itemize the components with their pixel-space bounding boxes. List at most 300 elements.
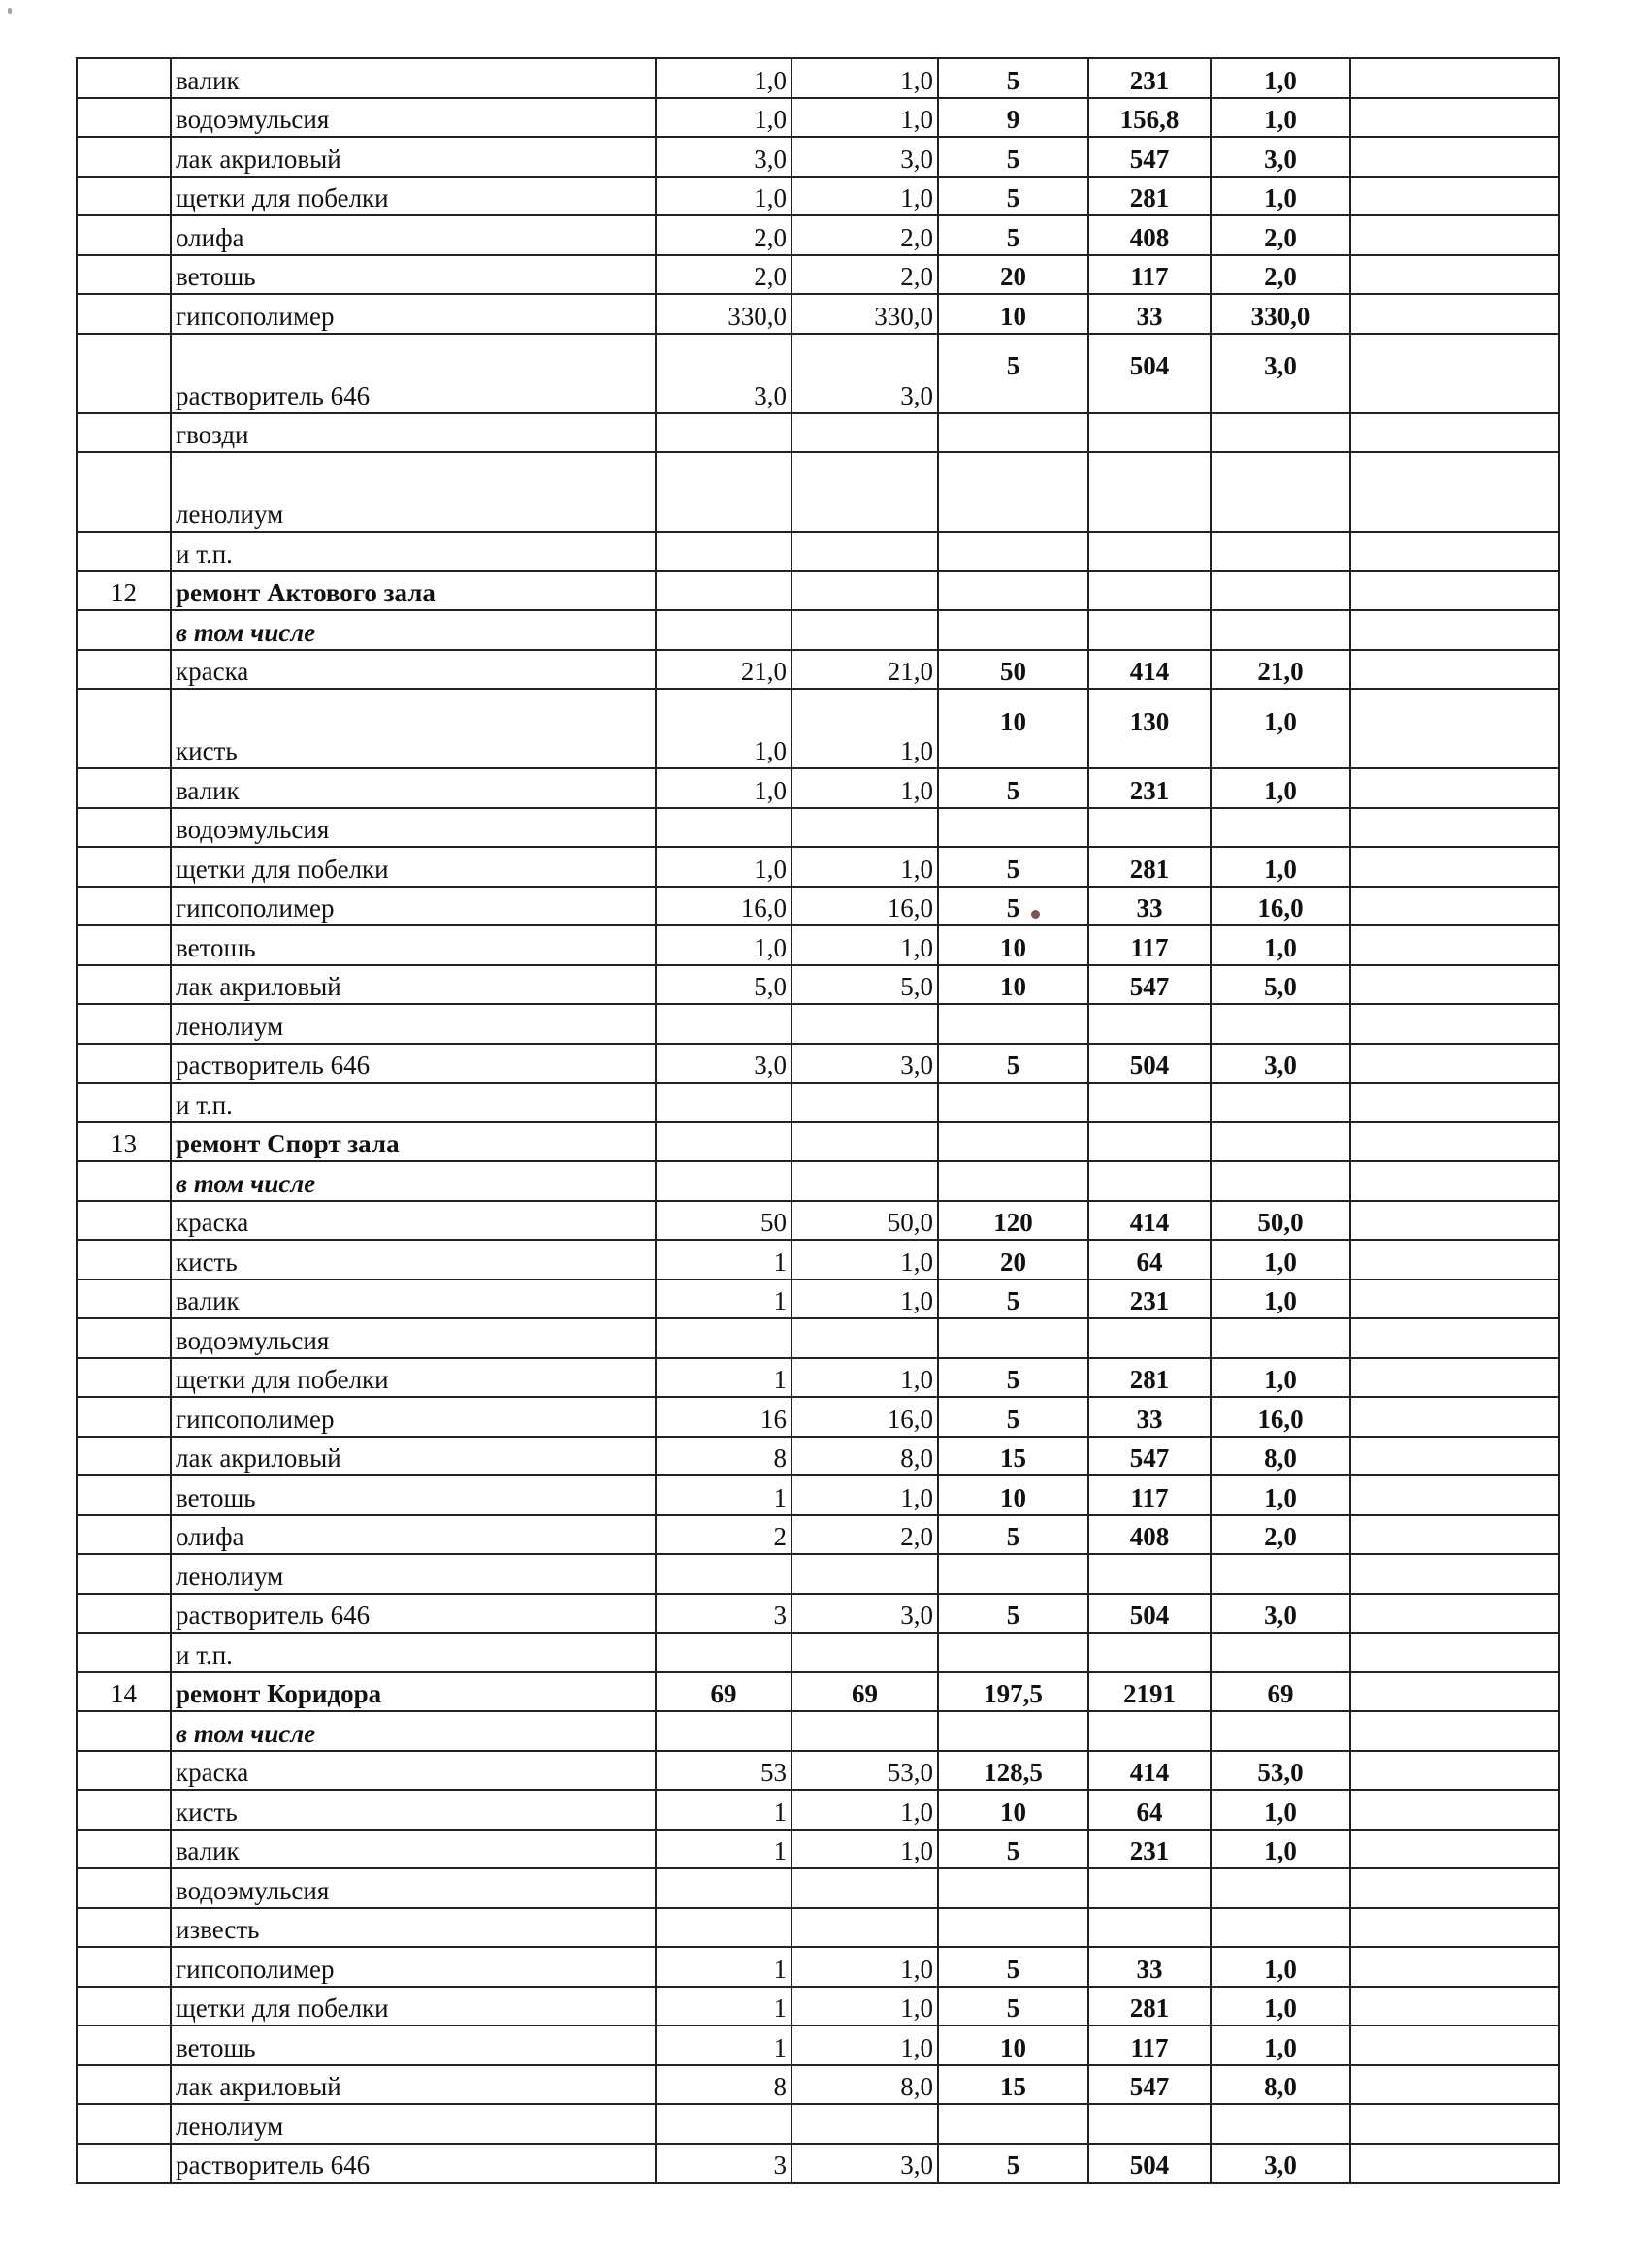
value-col-5: 1,0 xyxy=(1211,1280,1350,1319)
value-col-5: 21,0 xyxy=(1211,650,1350,690)
row-number xyxy=(77,887,171,926)
quantity-2 xyxy=(792,1711,938,1751)
row-number xyxy=(77,650,171,690)
item-name: валик xyxy=(171,768,656,808)
table-row xyxy=(77,689,1559,768)
quantity-2: 21,0 xyxy=(792,650,938,690)
item-name: водоэмульсия xyxy=(171,1868,656,1908)
item-name: растворитель 646 xyxy=(171,334,656,413)
subheader-row xyxy=(77,610,1559,650)
item-name: и т.п. xyxy=(171,1633,656,1672)
value-col-3 xyxy=(938,610,1088,650)
price-col-4: 281 xyxy=(1088,847,1211,887)
item-name: ветошь xyxy=(171,255,656,295)
price-col-4 xyxy=(1088,532,1211,571)
quantity-1: 1 xyxy=(656,1987,792,2026)
value-col-6 xyxy=(1350,650,1559,690)
quantity-2 xyxy=(792,1122,938,1162)
item-name: щетки для побелки xyxy=(171,177,656,216)
scan-speck xyxy=(8,8,12,14)
quantity-1 xyxy=(656,610,792,650)
value-col-3: 15 xyxy=(938,1437,1088,1476)
row-number xyxy=(77,1830,171,1869)
item-name: краска xyxy=(171,650,656,690)
quantity-2: 1,0 xyxy=(792,1947,938,1987)
table-row xyxy=(77,1830,1559,1869)
value-col-5: 3,0 xyxy=(1211,1044,1350,1084)
quantity-1: 3 xyxy=(656,2144,792,2184)
value-col-3: 10 xyxy=(938,1475,1088,1515)
quantity-1: 2,0 xyxy=(656,255,792,295)
quantity-2 xyxy=(792,452,938,532)
value-col-3: 20 xyxy=(938,1240,1088,1280)
value-col-3: 5 xyxy=(938,58,1088,98)
table-row xyxy=(77,532,1559,571)
row-number xyxy=(77,808,171,848)
table-row xyxy=(77,1318,1559,1358)
value-col-6 xyxy=(1350,1240,1559,1280)
quantity-1 xyxy=(656,452,792,532)
price-col-4: 281 xyxy=(1088,1358,1211,1398)
price-col-4: 408 xyxy=(1088,1515,1211,1555)
item-name: ленолиум xyxy=(171,2104,656,2144)
value-col-3 xyxy=(938,1122,1088,1162)
value-col-5: 53,0 xyxy=(1211,1751,1350,1791)
price-col-4: 504 xyxy=(1088,334,1211,413)
row-number xyxy=(77,1790,171,1830)
table-row xyxy=(77,1397,1559,1437)
item-name: валик xyxy=(171,1830,656,1869)
value-col-6 xyxy=(1350,1908,1559,1948)
value-col-6 xyxy=(1350,137,1559,177)
value-col-3: 5 xyxy=(938,1987,1088,2026)
row-number xyxy=(77,1397,171,1437)
value-col-3: 10 xyxy=(938,925,1088,965)
item-name: и т.п. xyxy=(171,1083,656,1122)
item-name: гипсополимер xyxy=(171,1397,656,1437)
quantity-2 xyxy=(792,1908,938,1948)
item-name: ветошь xyxy=(171,1475,656,1515)
quantity-2: 1,0 xyxy=(792,177,938,216)
row-number xyxy=(77,2104,171,2144)
price-col-4 xyxy=(1088,1318,1211,1358)
subheader-row xyxy=(77,1711,1559,1751)
quantity-1 xyxy=(656,1161,792,1201)
quantity-2: 3,0 xyxy=(792,334,938,413)
price-col-4: 117 xyxy=(1088,925,1211,965)
value-col-5 xyxy=(1211,610,1350,650)
value-col-5 xyxy=(1211,1868,1350,1908)
value-col-6 xyxy=(1350,1358,1559,1398)
value-col-6 xyxy=(1350,1633,1559,1672)
row-number xyxy=(77,98,171,138)
row-number xyxy=(77,965,171,1005)
row-number xyxy=(77,2065,171,2105)
price-col-4: 117 xyxy=(1088,2025,1211,2065)
row-number xyxy=(77,1318,171,1358)
value-col-6 xyxy=(1350,1161,1559,1201)
price-col-4 xyxy=(1088,1908,1211,1948)
quantity-2: 3,0 xyxy=(792,1594,938,1634)
quantity-1: 3,0 xyxy=(656,137,792,177)
value-col-6 xyxy=(1350,2065,1559,2105)
value-col-6 xyxy=(1350,413,1559,453)
row-number xyxy=(77,1004,171,1044)
price-col-4: 231 xyxy=(1088,768,1211,808)
row-number xyxy=(77,1044,171,1084)
value-col-3: 128,5 xyxy=(938,1751,1088,1791)
quantity-2: 8,0 xyxy=(792,2065,938,2105)
price-col-4: 547 xyxy=(1088,137,1211,177)
table-row xyxy=(77,1515,1559,1555)
row-number xyxy=(77,689,171,768)
quantity-2: 1,0 xyxy=(792,689,938,768)
price-col-4: 547 xyxy=(1088,965,1211,1005)
value-col-3: 5 xyxy=(938,137,1088,177)
quantity-1: 1 xyxy=(656,1358,792,1398)
table-row xyxy=(77,2065,1559,2105)
table-row xyxy=(77,1633,1559,1672)
item-name: ремонт Актового зала xyxy=(171,571,656,611)
quantity-2: 1,0 xyxy=(792,1358,938,1398)
value-col-6 xyxy=(1350,2025,1559,2065)
row-number xyxy=(77,1554,171,1594)
item-name: ленолиум xyxy=(171,452,656,532)
value-col-6 xyxy=(1350,1711,1559,1751)
value-col-6 xyxy=(1350,1751,1559,1791)
price-col-4 xyxy=(1088,1083,1211,1122)
value-col-5 xyxy=(1211,1122,1350,1162)
value-col-6 xyxy=(1350,1868,1559,1908)
quantity-2 xyxy=(792,808,938,848)
value-col-6 xyxy=(1350,768,1559,808)
subheader-row xyxy=(77,1161,1559,1201)
quantity-1 xyxy=(656,1554,792,1594)
value-col-5: 1,0 xyxy=(1211,768,1350,808)
table-row xyxy=(77,137,1559,177)
value-col-5 xyxy=(1211,532,1350,571)
item-name: ветошь xyxy=(171,925,656,965)
table-row xyxy=(77,1751,1559,1791)
quantity-1: 69 xyxy=(656,1672,792,1712)
row-number xyxy=(77,610,171,650)
table-row xyxy=(77,965,1559,1005)
quantity-2 xyxy=(792,413,938,453)
quantity-1 xyxy=(656,1633,792,1672)
value-col-5 xyxy=(1211,413,1350,453)
materials-table xyxy=(76,57,1560,2184)
quantity-1: 1,0 xyxy=(656,58,792,98)
price-col-4: 281 xyxy=(1088,1987,1211,2026)
row-number xyxy=(77,1908,171,1948)
value-col-5 xyxy=(1211,1318,1350,1358)
value-col-3 xyxy=(938,808,1088,848)
value-col-3: 197,5 xyxy=(938,1672,1088,1712)
value-col-5: 3,0 xyxy=(1211,2144,1350,2184)
price-col-4: 414 xyxy=(1088,650,1211,690)
quantity-2: 53,0 xyxy=(792,1751,938,1791)
table-row xyxy=(77,925,1559,965)
quantity-2 xyxy=(792,1004,938,1044)
value-col-5 xyxy=(1211,571,1350,611)
item-name: щетки для побелки xyxy=(171,1358,656,1398)
quantity-2: 3,0 xyxy=(792,137,938,177)
item-name: ремонт Спорт зала xyxy=(171,1122,656,1162)
quantity-1 xyxy=(656,532,792,571)
price-col-4: 156,8 xyxy=(1088,98,1211,138)
quantity-1: 8 xyxy=(656,1437,792,1476)
item-name: щетки для побелки xyxy=(171,847,656,887)
table-row xyxy=(77,1044,1559,1084)
quantity-2: 1,0 xyxy=(792,768,938,808)
value-col-6 xyxy=(1350,1594,1559,1634)
quantity-2 xyxy=(792,571,938,611)
table-row xyxy=(77,1554,1559,1594)
table-row xyxy=(77,215,1559,255)
value-col-6 xyxy=(1350,965,1559,1005)
value-col-6 xyxy=(1350,1554,1559,1594)
price-col-4: 504 xyxy=(1088,1594,1211,1634)
price-col-4: 117 xyxy=(1088,255,1211,295)
value-col-5 xyxy=(1211,2104,1350,2144)
table-row xyxy=(77,1868,1559,1908)
price-col-4 xyxy=(1088,1633,1211,1672)
value-col-5 xyxy=(1211,1161,1350,1201)
quantity-2 xyxy=(792,1554,938,1594)
value-col-3: 5 xyxy=(938,1044,1088,1084)
row-number xyxy=(77,294,171,334)
value-col-5 xyxy=(1211,1633,1350,1672)
quantity-2: 1,0 xyxy=(792,2025,938,2065)
value-col-3 xyxy=(938,413,1088,453)
value-col-3 xyxy=(938,2104,1088,2144)
item-name: лак акриловый xyxy=(171,2065,656,2105)
table-row xyxy=(77,808,1559,848)
value-col-5: 5,0 xyxy=(1211,965,1350,1005)
quantity-1: 1 xyxy=(656,1790,792,1830)
quantity-2: 1,0 xyxy=(792,1830,938,1869)
value-col-6 xyxy=(1350,1437,1559,1476)
quantity-2: 1,0 xyxy=(792,1240,938,1280)
value-col-6 xyxy=(1350,689,1559,768)
quantity-2: 5,0 xyxy=(792,965,938,1005)
row-number xyxy=(77,768,171,808)
row-number xyxy=(77,532,171,571)
value-col-6 xyxy=(1350,1122,1559,1162)
quantity-2 xyxy=(792,532,938,571)
value-col-3: 5 xyxy=(938,177,1088,216)
quantity-1: 16,0 xyxy=(656,887,792,926)
table-row xyxy=(77,58,1559,98)
quantity-2 xyxy=(792,610,938,650)
item-name: лак акриловый xyxy=(171,1437,656,1476)
value-col-3: 5 xyxy=(938,847,1088,887)
value-col-3: 5 xyxy=(938,1594,1088,1634)
price-col-4: 117 xyxy=(1088,1475,1211,1515)
item-name: олифа xyxy=(171,1515,656,1555)
quantity-2: 8,0 xyxy=(792,1437,938,1476)
quantity-1 xyxy=(656,1908,792,1948)
value-col-6 xyxy=(1350,1280,1559,1319)
value-col-3: 5 xyxy=(938,768,1088,808)
price-col-4 xyxy=(1088,452,1211,532)
item-name: олифа xyxy=(171,215,656,255)
quantity-1: 2,0 xyxy=(656,215,792,255)
row-number xyxy=(77,847,171,887)
table-row xyxy=(77,847,1559,887)
item-name: и т.п. xyxy=(171,532,656,571)
quantity-2 xyxy=(792,1318,938,1358)
table-row xyxy=(77,2104,1559,2144)
row-number xyxy=(77,1711,171,1751)
value-col-3: 5 xyxy=(938,1830,1088,1869)
table-row xyxy=(77,2144,1559,2184)
section-header-row xyxy=(77,571,1559,611)
quantity-1: 3,0 xyxy=(656,1044,792,1084)
value-col-5: 16,0 xyxy=(1211,1397,1350,1437)
quantity-2: 1,0 xyxy=(792,1280,938,1319)
price-col-4 xyxy=(1088,610,1211,650)
price-col-4 xyxy=(1088,1161,1211,1201)
row-number xyxy=(77,215,171,255)
price-col-4: 408 xyxy=(1088,215,1211,255)
value-col-5: 1,0 xyxy=(1211,689,1350,768)
quantity-1 xyxy=(656,1711,792,1751)
item-name: известь xyxy=(171,1908,656,1948)
table-row xyxy=(77,1437,1559,1476)
item-name: растворитель 646 xyxy=(171,1044,656,1084)
value-col-5: 1,0 xyxy=(1211,925,1350,965)
quantity-1: 3,0 xyxy=(656,334,792,413)
value-col-3 xyxy=(938,1161,1088,1201)
quantity-1: 1,0 xyxy=(656,177,792,216)
value-col-5 xyxy=(1211,452,1350,532)
value-col-5 xyxy=(1211,1004,1350,1044)
table-row xyxy=(77,1004,1559,1044)
quantity-1 xyxy=(656,413,792,453)
value-col-3: 5 xyxy=(938,887,1088,926)
value-col-6 xyxy=(1350,1515,1559,1555)
value-col-3: 5 xyxy=(938,215,1088,255)
value-col-3 xyxy=(938,532,1088,571)
table-row xyxy=(77,334,1559,413)
value-col-5: 1,0 xyxy=(1211,1358,1350,1398)
table-body xyxy=(77,58,1559,2183)
item-name: валик xyxy=(171,58,656,98)
table-row xyxy=(77,255,1559,295)
price-col-4: 414 xyxy=(1088,1751,1211,1791)
section-header-row xyxy=(77,1122,1559,1162)
value-col-6 xyxy=(1350,925,1559,965)
row-number xyxy=(77,1947,171,1987)
row-number xyxy=(77,1161,171,1201)
value-col-6 xyxy=(1350,532,1559,571)
value-col-6 xyxy=(1350,1397,1559,1437)
value-col-5: 8,0 xyxy=(1211,2065,1350,2105)
value-col-5: 1,0 xyxy=(1211,98,1350,138)
price-col-4 xyxy=(1088,1868,1211,1908)
quantity-2: 2,0 xyxy=(792,255,938,295)
quantity-1 xyxy=(656,1318,792,1358)
value-col-6 xyxy=(1350,255,1559,295)
item-name: кисть xyxy=(171,689,656,768)
quantity-2: 330,0 xyxy=(792,294,938,334)
price-col-4: 231 xyxy=(1088,1830,1211,1869)
quantity-1 xyxy=(656,571,792,611)
row-number xyxy=(77,1280,171,1319)
item-name: краска xyxy=(171,1201,656,1241)
quantity-2: 3,0 xyxy=(792,2144,938,2184)
value-col-6 xyxy=(1350,847,1559,887)
value-col-6 xyxy=(1350,1947,1559,1987)
row-number: 12 xyxy=(77,571,171,611)
value-col-6 xyxy=(1350,571,1559,611)
value-col-6 xyxy=(1350,808,1559,848)
table-row xyxy=(77,1240,1559,1280)
value-col-5 xyxy=(1211,1711,1350,1751)
value-col-6 xyxy=(1350,610,1559,650)
value-col-6 xyxy=(1350,1672,1559,1712)
row-number xyxy=(77,177,171,216)
row-number xyxy=(77,1751,171,1791)
value-col-6 xyxy=(1350,1044,1559,1084)
table-row xyxy=(77,1908,1559,1948)
item-name: водоэмульсия xyxy=(171,98,656,138)
value-col-3 xyxy=(938,1868,1088,1908)
price-col-4: 33 xyxy=(1088,887,1211,926)
row-number xyxy=(77,1987,171,2026)
row-number xyxy=(77,1475,171,1515)
value-col-3: 10 xyxy=(938,294,1088,334)
row-number: 14 xyxy=(77,1672,171,1712)
quantity-2: 69 xyxy=(792,1672,938,1712)
table-row xyxy=(77,452,1559,532)
value-col-5: 2,0 xyxy=(1211,215,1350,255)
quantity-1: 16 xyxy=(656,1397,792,1437)
row-number xyxy=(77,1437,171,1476)
value-col-5: 3,0 xyxy=(1211,137,1350,177)
value-col-6 xyxy=(1350,1201,1559,1241)
row-number xyxy=(77,413,171,453)
row-number xyxy=(77,334,171,413)
price-col-4 xyxy=(1088,1554,1211,1594)
quantity-1 xyxy=(656,1004,792,1044)
value-col-6 xyxy=(1350,1790,1559,1830)
value-col-3: 10 xyxy=(938,2025,1088,2065)
value-col-3: 10 xyxy=(938,689,1088,768)
price-col-4: 414 xyxy=(1088,1201,1211,1241)
item-name: гипсополимер xyxy=(171,1947,656,1987)
price-col-4 xyxy=(1088,1711,1211,1751)
item-name: гипсополимер xyxy=(171,887,656,926)
item-name: в том числе xyxy=(171,610,656,650)
price-col-4 xyxy=(1088,1122,1211,1162)
price-col-4: 231 xyxy=(1088,58,1211,98)
value-col-3: 9 xyxy=(938,98,1088,138)
item-name: в том числе xyxy=(171,1711,656,1751)
value-col-6 xyxy=(1350,887,1559,926)
quantity-1: 1,0 xyxy=(656,689,792,768)
quantity-1: 1,0 xyxy=(656,847,792,887)
price-col-4: 64 xyxy=(1088,1240,1211,1280)
row-number xyxy=(77,1358,171,1398)
price-col-4: 33 xyxy=(1088,1947,1211,1987)
value-col-5 xyxy=(1211,1083,1350,1122)
value-col-6 xyxy=(1350,1475,1559,1515)
value-col-6 xyxy=(1350,1004,1559,1044)
quantity-1: 1,0 xyxy=(656,98,792,138)
table-row xyxy=(77,650,1559,690)
